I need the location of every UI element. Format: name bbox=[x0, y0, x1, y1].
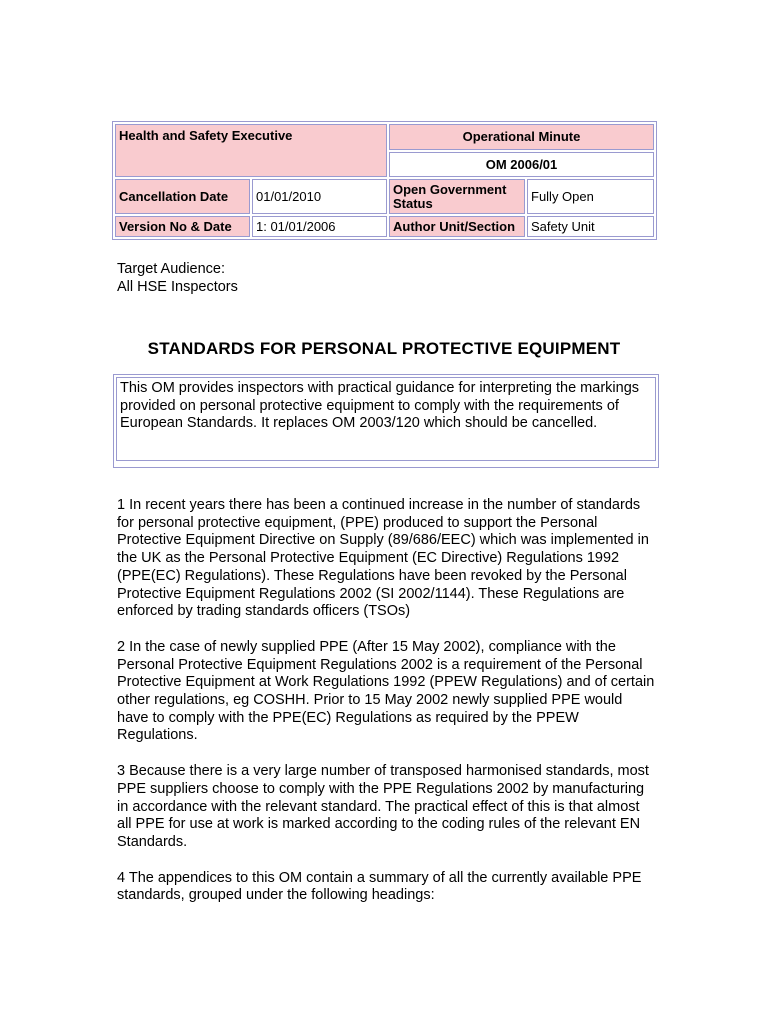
version-label: Version No & Date bbox=[115, 216, 250, 237]
summary-text: This OM provides inspectors with practical guidance for interpreting the markings provided on personal protective equipment to comply with the requirements of European Standards. It replaces OM 2003/120 which should be cancelled. bbox=[116, 377, 656, 461]
doc-number-cell: OM 2006/01 bbox=[389, 152, 654, 178]
body-text bbox=[117, 497, 657, 923]
cancellation-date-value: 01/01/2010 bbox=[252, 179, 387, 214]
target-audience-label: Target Audience: bbox=[117, 261, 226, 277]
paragraph-3: 3 Because there is a very large number of transposed harmonised standards, most PPE suppliers choose to comply with the PPE Regulations 2002 by manufacturing in accordance with the relevant standard. The practical effect of this is that almost all PPE for use at work is marked according to the coding rules of the relevant EN Standards. bbox=[117, 763, 649, 850]
header-table bbox=[112, 121, 657, 240]
target-audience-value: All HSE Inspectors bbox=[117, 279, 238, 295]
author-unit-label: Author Unit/Section bbox=[389, 216, 525, 237]
og-status-value: Fully Open bbox=[527, 179, 654, 214]
paragraph-2: 2 In the case of newly supplied PPE (After 15 May 2002), compliance with the Personal Protective Equipment Regulations 2002 is a requirement of the Personal Protective Equipment at Work Regulations 1992 (PPEW Regulations) and of certain other regulations, eg COSHH. Prior to 15 May 2002 newly supplied PPE would have to comply with the PPE(EC) Regulations as required by the PPEW Regulations. bbox=[117, 638, 655, 744]
organisation-cell: Health and Safety Executive bbox=[115, 124, 387, 177]
og-status-label: Open Government Status bbox=[389, 179, 525, 214]
author-unit-value: Safety Unit bbox=[527, 216, 654, 237]
paragraph-4: 4 The appendices to this OM contain a summary of all the currently available PPE standards, grouped under the following headings: bbox=[117, 869, 642, 904]
paragraph-1: 1 In recent years there has been a continued increase in the number of standards for personal protective equipment, (PPE) produced to support the Personal Protective Equipment Directive on Supply (89/686/EEC) which was implemented in the UK as the Personal Protective Equipment (EC Directive) Regulations 1992 (PPE(EC) Regulations). These Regulations have been revoked by the Personal Protective Equipment Regulations 2002 (SI 2002/1144). These Regulations are enforced by trading standards officers (TSOs) bbox=[117, 497, 649, 620]
document-title: STANDARDS FOR PERSONAL PROTECTIVE EQUIPMENT bbox=[147, 339, 621, 358]
cancellation-date-label: Cancellation Date bbox=[115, 179, 250, 214]
target-audience bbox=[117, 260, 238, 296]
version-value: 1: 01/01/2006 bbox=[252, 216, 387, 237]
doc-type-cell: Operational Minute bbox=[389, 124, 654, 150]
summary-box bbox=[113, 374, 659, 468]
